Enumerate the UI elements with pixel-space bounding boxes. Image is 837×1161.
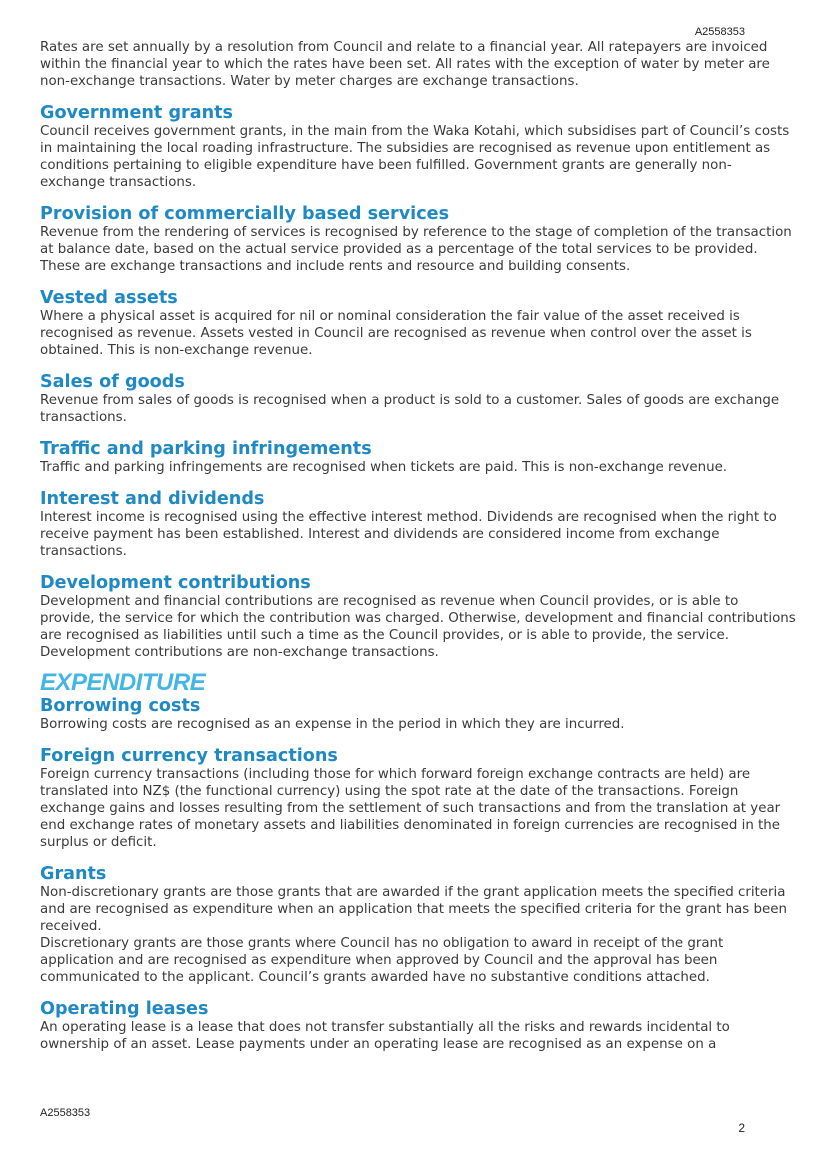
section-body: An operating lease is a lease that does not transfer substantially all the risks and rewards incidental to ownership of an asset. Lease payments under an operating lease are recognised as an expense on a: [40, 1020, 730, 1052]
header-doc-ref: A2558353: [694, 26, 745, 38]
section-body: Discretionary grants are those grants where Council has no obligation to award in receipt of the grant application and are recognised as expenditure when approved by Council and the approval has been communicated to the applicant. Council’s grants awarded have no substantive conditions attached.: [40, 936, 724, 985]
section-government-grants: [40, 103, 796, 191]
page-content: [40, 39, 796, 1066]
section-operating-leases: [40, 999, 796, 1053]
section-body: Non-discretionary grants are those grants that are awarded if the grant application meets the specified criteria and are recognised as expenditure when an application that meets the specified criteria for the grant has been received.: [40, 885, 787, 934]
footer-doc-ref: A2558353: [40, 1107, 91, 1119]
rates-paragraph: Rates are set annually by a resolution from Council and relate to a financial year. All ratepayers are invoiced within the financial year to which the rates have been set. All rates with the exception of water by meter are non-exchange transactions. Water by meter charges are exchange transactions.: [40, 40, 770, 89]
section-body: Development and financial contributions are recognised as revenue when Council provides, or is able to provide, the service for which the contribution was charged. Otherwise, development and financial contributions are recognised as liabilities until such a time as the Council provides, or is able to provide, the service. Development contributions are non-exchange transactions.: [40, 594, 796, 660]
section-body: Interest income is recognised using the effective interest method. Dividends are recognised when the right to receive payment has been established. Interest and dividends are considered income from exchange transactions.: [40, 510, 777, 559]
section-development-contributions: [40, 573, 796, 661]
section-heading: Development contributions: [40, 573, 311, 593]
section-traffic-infringements: [40, 439, 796, 476]
section-heading: Borrowing costs: [40, 696, 201, 716]
section-foreign-currency: [40, 746, 796, 851]
section-body: Where a physical asset is acquired for nil or nominal consideration the fair value of the asset received is recognised as revenue. Assets vested in Council are recognised as revenue when control over the asset is obtained. This is non-exchange revenue.: [40, 309, 752, 358]
rates-intro: [40, 39, 796, 90]
section-heading: Traffic and parking infringements: [40, 439, 372, 459]
expenditure-heading: EXPENDITURE: [40, 669, 206, 696]
section-interest-dividends: [40, 489, 796, 560]
section-heading: Sales of goods: [40, 372, 185, 392]
section-grants: [40, 864, 796, 986]
section-body: Traffic and parking infringements are recognised when tickets are paid. This is non-exchange revenue.: [40, 460, 728, 475]
section-sales-of-goods: [40, 372, 796, 426]
section-commercial-services: [40, 204, 796, 275]
section-body: Council receives government grants, in the main from the Waka Kotahi, which subsidises part of Council’s costs in maintaining the local roading infrastructure. The subsidies are recognised as revenue upon entitlement as conditions pertaining to eligible expenditure have been fulfilled. Government grants are generally non-exchange transactions.: [40, 124, 790, 190]
section-body: Borrowing costs are recognised as an expense in the period in which they are incurred.: [40, 717, 625, 732]
section-heading: Foreign currency transactions: [40, 746, 338, 766]
section-borrowing-costs: [40, 696, 796, 733]
section-body: Revenue from sales of goods is recognised when a product is sold to a customer. Sales of goods are exchange transactions.: [40, 393, 780, 425]
section-heading: Interest and dividends: [40, 489, 265, 509]
section-heading: Vested assets: [40, 288, 178, 308]
page-number: 2: [738, 1121, 745, 1135]
section-body: Revenue from the rendering of services is recognised by reference to the stage of completion of the transaction at balance date, based on the actual service provided as a percentage of the total services to be provided. These are exchange transactions and include rents and resource and building consents.: [40, 225, 792, 274]
section-heading: Provision of commercially based services: [40, 204, 450, 224]
section-heading: Grants: [40, 864, 107, 884]
section-body: Foreign currency transactions (including those for which forward foreign exchange contracts are held) are translated into NZ$ (the functional currency) using the spot rate at the date of the transactions. Foreign exchange gains and losses resulting from the settlement of such transactions and from the translation at year end exchange rates of monetary assets and liabilities denominated in foreign currencies are recognised in the surplus or deficit.: [40, 767, 781, 850]
section-heading: Operating leases: [40, 999, 209, 1019]
section-heading: Government grants: [40, 103, 234, 123]
section-vested-assets: [40, 288, 796, 359]
